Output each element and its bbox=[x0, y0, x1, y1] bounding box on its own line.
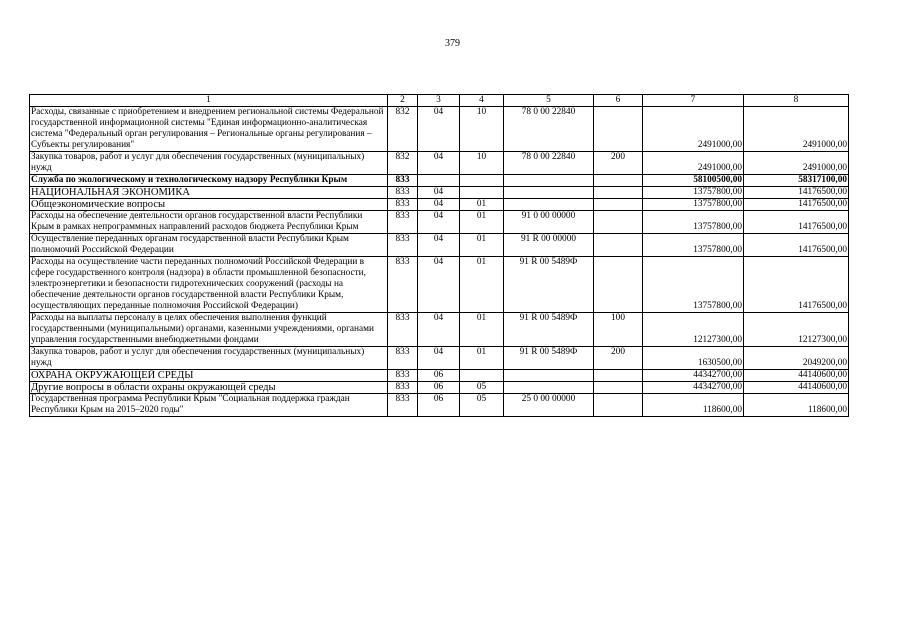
code-cell: 833 bbox=[388, 347, 418, 370]
section-cell bbox=[418, 175, 460, 187]
target-article-cell bbox=[504, 370, 594, 382]
code-cell: 833 bbox=[388, 313, 418, 347]
table-header-row bbox=[30, 95, 849, 107]
expense-type-cell bbox=[594, 234, 643, 257]
table-row bbox=[30, 234, 849, 257]
amount-2019-cell: 13757800,00 bbox=[643, 211, 744, 234]
target-article-cell: 78 0 00 22840 bbox=[504, 152, 594, 175]
section-cell: 04 bbox=[418, 347, 460, 370]
subsection-cell bbox=[460, 187, 504, 199]
table-row bbox=[30, 107, 849, 152]
item-name-cell: Государственная программа Республики Крым "Социальная поддержка граждан Республики Крым на 2015–2020 годы" bbox=[30, 394, 388, 417]
expense-type-cell bbox=[594, 175, 643, 187]
amount-2020-cell: 58317100,00 bbox=[744, 175, 849, 187]
code-cell: 833 bbox=[388, 211, 418, 234]
code-cell: 832 bbox=[388, 107, 418, 152]
section-cell: 06 bbox=[418, 382, 460, 394]
section-cell: 04 bbox=[418, 211, 460, 234]
amount-2020-cell: 2491000,00 bbox=[744, 152, 849, 175]
target-article-cell: 91 R 00 5489Ф bbox=[504, 347, 594, 370]
target-article-cell bbox=[504, 199, 594, 211]
code-cell: 833 bbox=[388, 257, 418, 313]
code-cell: 833 bbox=[388, 199, 418, 211]
section-cell: 04 bbox=[418, 199, 460, 211]
item-name-cell: Осуществление переданных органам государственной власти Республики Крым полномочий Российской Федерации bbox=[30, 234, 388, 257]
item-name-cell: Расходы на обеспечение деятельности органов государственной власти Республики Крым в рамках непрограммных направлений расходов бюджета Республики Крым bbox=[30, 211, 388, 234]
target-article-cell: 91 0 00 00000 bbox=[504, 211, 594, 234]
amount-2019-cell: 13757800,00 bbox=[643, 187, 744, 199]
amount-2019-cell: 2491000,00 bbox=[643, 152, 744, 175]
code-cell: 833 bbox=[388, 234, 418, 257]
expense-type-cell: 100 bbox=[594, 313, 643, 347]
item-name-cell: НАЦИОНАЛЬНАЯ ЭКОНОМИКА bbox=[30, 187, 388, 199]
section-cell: 06 bbox=[418, 370, 460, 382]
code-cell: 832 bbox=[388, 152, 418, 175]
amount-2020-cell: 118600,00 bbox=[744, 394, 849, 417]
section-cell: 06 bbox=[418, 394, 460, 417]
subsection-cell: 01 bbox=[460, 199, 504, 211]
item-name-cell: Расходы на осуществление части переданных полномочий Российской Федерации в сфере государственного контроля (надзора) в области промышленной безопасности, электроэнергетики и безопасности гидротехнических сооружений (расходы на обеспечение деятельности органов государственной власти Республики Крым, осуществляющих переданные полномочия Российской Федерации) bbox=[30, 257, 388, 313]
target-article-cell: 78 0 00 22840 bbox=[504, 107, 594, 152]
expense-type-cell bbox=[594, 187, 643, 199]
header-cell: 7 bbox=[643, 95, 744, 107]
subsection-cell: 05 bbox=[460, 382, 504, 394]
amount-2020-cell: 14176500,00 bbox=[744, 211, 849, 234]
table-row bbox=[30, 211, 849, 234]
subsection-cell: 05 bbox=[460, 394, 504, 417]
page-number: 379 bbox=[445, 38, 460, 49]
code-cell: 833 bbox=[388, 187, 418, 199]
expense-type-cell bbox=[594, 370, 643, 382]
table-row bbox=[30, 370, 849, 382]
amount-2020-cell: 14176500,00 bbox=[744, 257, 849, 313]
header-cell: 6 bbox=[594, 95, 643, 107]
item-name-cell: Расходы на выплаты персоналу в целях обеспечения выполнения функций государственными (муниципальными) органами, казенными учреждениями, органами управления государственными внебюджетными фондами bbox=[30, 313, 388, 347]
code-cell: 833 bbox=[388, 394, 418, 417]
amount-2020-cell: 12127300,00 bbox=[744, 313, 849, 347]
subsection-cell bbox=[460, 175, 504, 187]
item-name-cell: Другие вопросы в области охраны окружающей среды bbox=[30, 382, 388, 394]
amount-2019-cell: 12127300,00 bbox=[643, 313, 744, 347]
amount-2019-cell: 13757800,00 bbox=[643, 257, 744, 313]
amount-2019-cell: 13757800,00 bbox=[643, 234, 744, 257]
subsection-cell: 01 bbox=[460, 313, 504, 347]
amount-2020-cell: 44140600,00 bbox=[744, 382, 849, 394]
header-cell: 8 bbox=[744, 95, 849, 107]
subsection-cell: 01 bbox=[460, 257, 504, 313]
target-article-cell: 91 R 00 00000 bbox=[504, 234, 594, 257]
amount-2019-cell: 58100500,00 bbox=[643, 175, 744, 187]
target-article-cell bbox=[504, 175, 594, 187]
amount-2019-cell: 2491000,00 bbox=[643, 107, 744, 152]
header-cell: 4 bbox=[460, 95, 504, 107]
target-article-cell bbox=[504, 187, 594, 199]
section-cell: 04 bbox=[418, 313, 460, 347]
code-cell: 833 bbox=[388, 175, 418, 187]
item-name-cell: Служба по экологическому и технологическому надзору Республики Крым bbox=[30, 175, 388, 187]
item-name-cell: ОХРАНА ОКРУЖАЮЩЕЙ СРЕДЫ bbox=[30, 370, 388, 382]
subsection-cell: 10 bbox=[460, 152, 504, 175]
amount-2020-cell: 2491000,00 bbox=[744, 107, 849, 152]
item-name-cell: Расходы, связанные с приобретением и внедрением региональной системы Федеральной государственной информационной системы "Единая информационно-аналитическая система "Федеральный орган регулирования – Региональные органы регулирования – Субъекты регулирования" bbox=[30, 107, 388, 152]
header-cell: 2 bbox=[388, 95, 418, 107]
table-row bbox=[30, 382, 849, 394]
amount-2019-cell: 13757800,00 bbox=[643, 199, 744, 211]
expense-type-cell: 200 bbox=[594, 152, 643, 175]
amount-2020-cell: 14176500,00 bbox=[744, 234, 849, 257]
item-name-cell: Закупка товаров, работ и услуг для обеспечения государственных (муниципальных) нужд bbox=[30, 347, 388, 370]
table-row bbox=[30, 199, 849, 211]
item-name-cell: Общеэкономические вопросы bbox=[30, 199, 388, 211]
header-cell: 3 bbox=[418, 95, 460, 107]
section-cell: 04 bbox=[418, 257, 460, 313]
table-row bbox=[30, 152, 849, 175]
table-row bbox=[30, 187, 849, 199]
header-cell: 5 bbox=[504, 95, 594, 107]
code-cell: 833 bbox=[388, 382, 418, 394]
amount-2019-cell: 44342700,00 bbox=[643, 382, 744, 394]
table-row bbox=[30, 347, 849, 370]
amount-2019-cell: 44342700,00 bbox=[643, 370, 744, 382]
budget-table bbox=[29, 94, 849, 417]
expense-type-cell bbox=[594, 382, 643, 394]
subsection-cell: 01 bbox=[460, 234, 504, 257]
expense-type-cell: 200 bbox=[594, 347, 643, 370]
amount-2019-cell: 118600,00 bbox=[643, 394, 744, 417]
section-cell: 04 bbox=[418, 234, 460, 257]
subsection-cell: 01 bbox=[460, 211, 504, 234]
target-article-cell: 91 R 00 5489Ф bbox=[504, 313, 594, 347]
amount-2020-cell: 14176500,00 bbox=[744, 199, 849, 211]
target-article-cell: 91 R 00 5489Ф bbox=[504, 257, 594, 313]
table-row bbox=[30, 313, 849, 347]
amount-2020-cell: 2049200,00 bbox=[744, 347, 849, 370]
amount-2020-cell: 14176500,00 bbox=[744, 187, 849, 199]
expense-type-cell bbox=[594, 211, 643, 234]
expense-type-cell bbox=[594, 394, 643, 417]
table-row bbox=[30, 175, 849, 187]
target-article-cell bbox=[504, 382, 594, 394]
table-row bbox=[30, 394, 849, 417]
section-cell: 04 bbox=[418, 152, 460, 175]
table-row bbox=[30, 257, 849, 313]
subsection-cell: 01 bbox=[460, 347, 504, 370]
subsection-cell: 10 bbox=[460, 107, 504, 152]
section-cell: 04 bbox=[418, 107, 460, 152]
target-article-cell: 25 0 00 00000 bbox=[504, 394, 594, 417]
expense-type-cell bbox=[594, 257, 643, 313]
subsection-cell bbox=[460, 370, 504, 382]
amount-2019-cell: 1630500,00 bbox=[643, 347, 744, 370]
expense-type-cell bbox=[594, 199, 643, 211]
header-cell: 1 bbox=[30, 95, 388, 107]
code-cell: 833 bbox=[388, 370, 418, 382]
item-name-cell: Закупка товаров, работ и услуг для обеспечения государственных (муниципальных) нужд bbox=[30, 152, 388, 175]
section-cell: 04 bbox=[418, 187, 460, 199]
expense-type-cell bbox=[594, 107, 643, 152]
amount-2020-cell: 44140600,00 bbox=[744, 370, 849, 382]
